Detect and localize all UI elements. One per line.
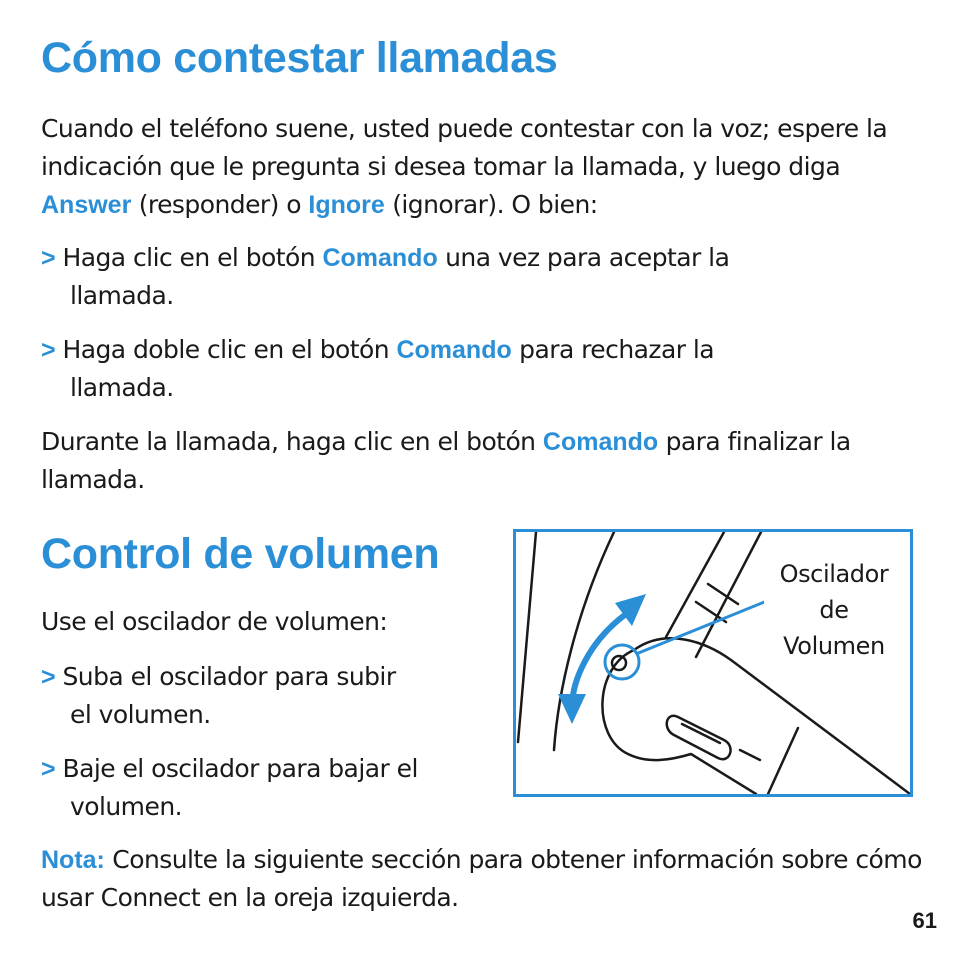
bullet-text-continued: llamada. [70,281,174,310]
end-call-paragraph [41,423,931,499]
ear-outline [554,532,614,750]
rocker-highlight-circle [605,645,639,679]
bullet-accept-call [41,239,931,315]
during-text-2: para finalizar la llamada. [41,427,851,494]
note-label: Nota: [41,846,105,874]
section-title-answer-calls: Cómo contestar llamadas [41,34,558,82]
volume-rocker-icon [612,656,626,670]
intro-text-1: Cuando el teléfono suene, usted puede contestar con la voz; espere la indicación que le pregunta si desea tomar la llamada, y luego diga [41,114,888,181]
bullet-text: una vez para aceptar la [437,243,730,272]
intro-text-2: (responder) o [131,190,309,219]
keyword-comando: Comando [542,428,659,456]
bullet-reject-call [41,331,931,407]
answer-calls-intro [41,110,931,224]
bullet-text: Baje el oscilador para bajar el [62,754,418,783]
bullet-volume-down [41,750,491,826]
page-number: 61 [912,908,937,933]
headset-arm [696,532,761,657]
keyword-ignore: Ignore [308,191,385,219]
volume-rocker-label [764,556,904,664]
arrow-head-down-icon [558,694,586,724]
volume-rocker-illustration [513,529,913,797]
volume-intro: Use el oscilador de volumen: [41,607,388,636]
bullet-marker: > [41,336,56,364]
command-button-inner [682,724,720,743]
intro-text-3: (ignorar). O bien: [384,190,598,219]
keyword-answer: Answer [41,191,132,219]
headset-body-edge [768,728,798,794]
note-text: Consulte la siguiente sección para obtener información sobre cómo usar Connect en la oreja izquierda. [41,845,922,912]
bullet-text: Haga doble clic en el botón [62,335,397,364]
command-button-icon [667,716,731,759]
bullet-marker: > [41,244,56,272]
bullet-text-continued: llamada. [70,373,174,402]
label-line-3: Volumen [783,632,885,660]
bullet-text-continued: el volumen. [70,700,211,729]
keyword-comando: Comando [322,244,438,272]
section-title-volume-control: Control de volumen [41,530,440,578]
label-line-1: Oscilador [779,560,889,588]
bullet-volume-up [41,658,491,734]
headset-body [602,650,756,794]
headset-detail-line [740,750,760,760]
bullet-marker: > [41,755,56,783]
ear-outline [518,532,536,742]
keyword-comando: Comando [396,336,512,364]
label-line-2: de [819,596,849,624]
bullet-text: Haga clic en el botón [62,243,323,272]
during-text-1: Durante la llamada, haga clic en el botón [41,427,543,456]
bullet-marker: > [41,663,56,691]
bullet-text: Suba el oscilador para subir [62,662,396,691]
note-paragraph [41,841,931,917]
bullet-text-continued: volumen. [70,792,183,821]
bullet-text: para rechazar la [511,335,715,364]
